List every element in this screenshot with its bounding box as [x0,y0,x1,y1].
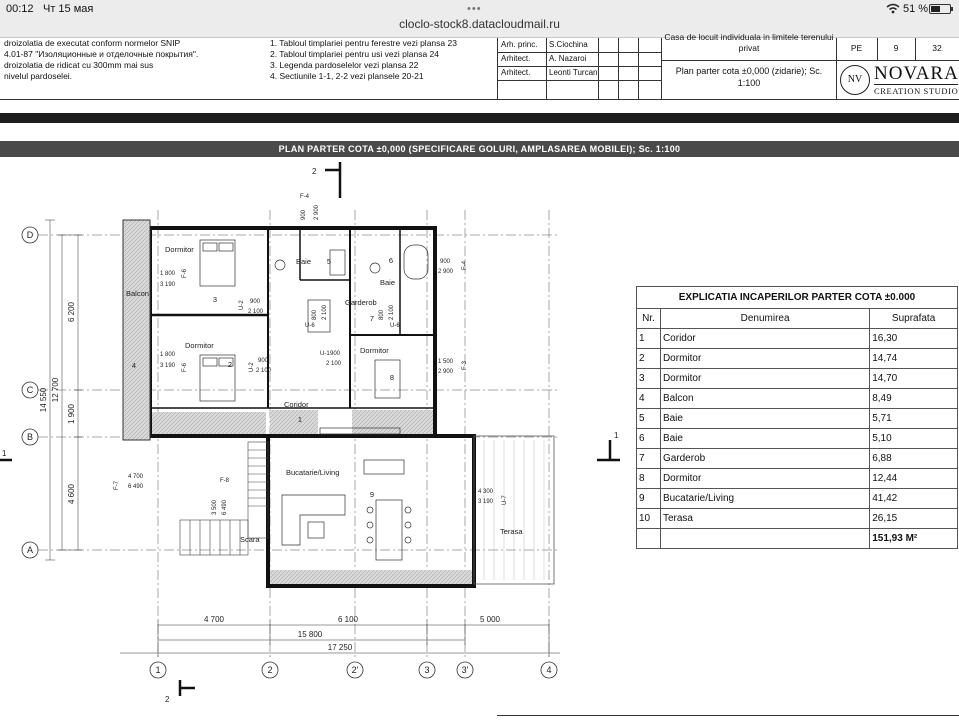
table-row: 9 Bucatarie/Living 41,42 [637,489,958,509]
table-row: 5 Baie 5,71 [637,409,958,429]
room-number: 5 [326,257,332,266]
svg-text:U-1: U-1 [320,351,330,357]
room-label: Dormitor [185,341,214,350]
axis-bubble [150,662,166,678]
battery-percent: 51 % [903,3,929,15]
svg-text:3 190: 3 190 [160,363,176,369]
opening-tag [114,474,144,490]
svg-text:3: 3 [424,665,430,675]
column-header: Nr. [637,309,661,329]
furniture [200,240,428,560]
project-title: Casa de locuit individuala in limitele terenului privat [664,32,834,53]
room-label: Dormitor [165,245,194,254]
opening-tag [438,359,468,375]
horizontal-dimension-labels [204,615,501,652]
room-label: Garderob [345,298,377,307]
dim-part: 6 200 [67,301,76,323]
svg-text:4 300: 4 300 [478,489,494,495]
svg-text:C: C [26,385,34,395]
note-line: 2. Tabloul timplariei pentru usi vezi plansa 24 [270,49,439,59]
sheet-number: 9 [893,43,899,53]
title-block [0,32,959,100]
note-line: droizolatia de ridicat cu 300mm mai sus [4,60,154,70]
room-number: 4 [131,361,137,370]
svg-text:2 100: 2 100 [322,304,328,320]
opening-tags [114,194,508,515]
notes-mid [270,38,457,82]
svg-text:900: 900 [440,259,451,265]
axis-bubble [262,662,278,678]
logo-sub: CREATION STUDIO [874,86,959,96]
svg-text:1: 1 [614,431,619,440]
note-line: 1. Tabloul timplariei pentru ferestre vezi plansa 23 [270,38,457,48]
room-label: Scara [240,535,260,544]
room-number: 6 [388,256,394,265]
svg-text:F-6: F-6 [182,363,188,372]
dim-part: 4 600 [67,483,76,505]
note-line: 4.01-87 "Изоляционные и отделочные покрытия". [4,49,199,59]
opening-tag [212,478,230,515]
svg-text:900: 900 [250,299,261,305]
svg-text:4: 4 [546,665,552,675]
room-label: Coridor [284,400,309,409]
svg-text:U-2: U-2 [249,362,255,372]
battery-icon [929,4,951,14]
svg-text:1 800: 1 800 [160,271,176,277]
room-number: 7 [369,314,375,323]
plan-title: PLAN PARTER COTA ±0,000 (SPECIFICARE GOLURI, AMPLASAREA MOBILEI); Sc. 1:100 [0,141,959,157]
table-caption: EXPLICATIA INCAPERILOR PARTER COTA ±0.000 [637,287,958,309]
svg-text:A: A [26,545,34,555]
axis-bubble [457,662,473,678]
svg-text:F-4: F-4 [462,261,468,270]
table-row: 6 Baie 5,10 [637,429,958,449]
svg-text:2 100: 2 100 [389,304,395,320]
svg-text:900: 900 [330,351,341,357]
opening-tag [379,304,400,329]
svg-text:U-6: U-6 [305,323,315,329]
svg-text:F-3: F-3 [462,361,468,370]
opening-tag [160,268,188,288]
dim-part: 6 100 [337,615,359,624]
axis-bubble [419,662,435,678]
room-label: Bucatarie/Living [286,468,340,477]
svg-text:U-7: U-7 [502,495,508,505]
svg-text:1: 1 [2,449,7,458]
room-label: Dormitor [360,346,389,355]
svg-text:2 900: 2 900 [314,204,320,220]
dim-total: 14 550 [39,387,48,413]
logo-main: NOVARA [874,63,959,84]
svg-text:F-4: F-4 [300,194,309,200]
svg-text:F-7: F-7 [114,481,120,490]
svg-text:900: 900 [301,209,307,220]
note-line: 4. Sectiunile 1-1, 2-2 vezi plansele 20-21 [270,71,424,81]
wifi-icon [886,3,900,14]
opening-tag [305,304,328,329]
dim-part: 4 700 [203,615,225,624]
svg-text:4 700: 4 700 [128,474,144,480]
opening-tag [300,194,320,220]
address-bar[interactable]: cloclo-stock8.datacloudmail.ru [399,17,560,31]
notes-left [4,38,198,82]
table-row: 7 Garderob 6,88 [637,449,958,469]
sheets-total: 32 [932,43,942,53]
svg-text:900: 900 [258,358,269,364]
svg-text:3': 3' [461,665,469,675]
table-row: 2 Dormitor 14,74 [637,349,958,369]
room-label: Baie [296,257,312,266]
sheet-title: Plan parter cota ±0,000 (zidarie); Sc. 1:100 [675,66,823,88]
table-row: 4 Balcon 8,49 [637,389,958,409]
svg-text:U-2: U-2 [239,300,245,310]
novara-logo-mark: NV [840,65,870,95]
svg-text:1 500: 1 500 [438,359,454,365]
stage: PE [850,43,863,53]
table-row: 3 Dormitor 14,70 [637,369,958,389]
svg-text:2: 2 [165,695,170,704]
svg-text:2: 2 [267,665,273,675]
svg-text:800: 800 [379,309,385,320]
opening-tag [478,489,508,505]
room-schedule-table [636,286,958,549]
dim-sub: 12 700 [51,377,60,403]
axis-bubble [347,662,363,678]
svg-text:U-6: U-6 [390,323,400,329]
terrace-decking [484,440,544,580]
room-number: 3 [212,295,218,304]
note-line: 3. Legenda pardoselelor vezi plansa 22 [270,60,419,70]
axis-bubble [22,382,38,398]
tab-menu-icon[interactable]: ••• [467,3,482,15]
svg-text:800: 800 [312,309,318,320]
opening-tag [438,259,468,275]
dim-sub: 15 800 [297,630,323,639]
svg-text:6 490: 6 490 [222,499,228,515]
svg-text:1: 1 [155,665,161,675]
room-label: Baie [380,278,396,287]
axis-bubble [22,227,38,243]
opening-tag [239,299,264,315]
svg-text:B: B [26,432,34,442]
status-time: 00:12 [6,3,34,15]
table-header-row [637,309,958,329]
axis-bubble [541,662,557,678]
column-header: Denumirea [660,309,869,329]
svg-text:3 190: 3 190 [478,499,494,505]
floor-plan-drawing [0,160,630,720]
svg-text:2 100: 2 100 [256,368,272,374]
svg-text:2': 2' [351,665,359,675]
room-number: 8 [389,373,395,382]
svg-text:F-8: F-8 [220,478,229,484]
table-row: 1 Coridor 16,30 [637,329,958,349]
opening-tag [320,351,342,367]
svg-text:2: 2 [312,167,317,176]
axis-bubble [22,542,38,558]
dim-part: 1 900 [67,403,76,425]
room-number: 9 [369,490,375,499]
svg-text:D: D [26,230,34,240]
table-row: 10 Terasa 26,15 [637,509,958,529]
axis-row-bubbles [22,227,38,558]
table-total-row [637,529,958,549]
room-labels [126,245,523,544]
table-row: 8 Dormitor 12,44 [637,469,958,489]
opening-tag [160,352,188,372]
note-line: nivelul pardoselei. [4,71,73,81]
vertical-dimension-labels [39,301,76,504]
sheet-divider [0,113,959,123]
svg-text:2 900: 2 900 [438,269,454,275]
svg-text:2 100: 2 100 [248,309,264,315]
status-date: Чт 15 мая [43,3,94,15]
room-number: 1 [297,415,303,424]
svg-text:6 490: 6 490 [128,484,144,490]
room-label: Terasa [500,527,523,536]
total-area: 151,93 M² [870,529,958,549]
room-number: 2 [227,360,233,369]
dim-total: 17 250 [327,643,353,652]
names: S.Ciochina A. Nazaroi Leonti Turcan [549,40,598,77]
dim-part: 5 000 [479,615,501,624]
svg-text:1 800: 1 800 [160,352,176,358]
next-sheet-edge [497,715,959,716]
svg-text:2 900: 2 900 [438,369,454,375]
column-header: Suprafata [870,309,958,329]
room-label: Balcon [126,289,149,298]
axis-col-bubbles [150,662,557,678]
roles: Arh. princ. Arhitect. Arhitect. [501,40,538,77]
svg-text:F-6: F-6 [182,269,188,278]
svg-text:3 500: 3 500 [212,499,218,515]
axis-bubble [22,429,38,445]
svg-text:2 100: 2 100 [326,361,342,367]
note-line: droizolatia de executat conform normelor SNIP [4,38,181,48]
svg-text:3 190: 3 190 [160,282,176,288]
